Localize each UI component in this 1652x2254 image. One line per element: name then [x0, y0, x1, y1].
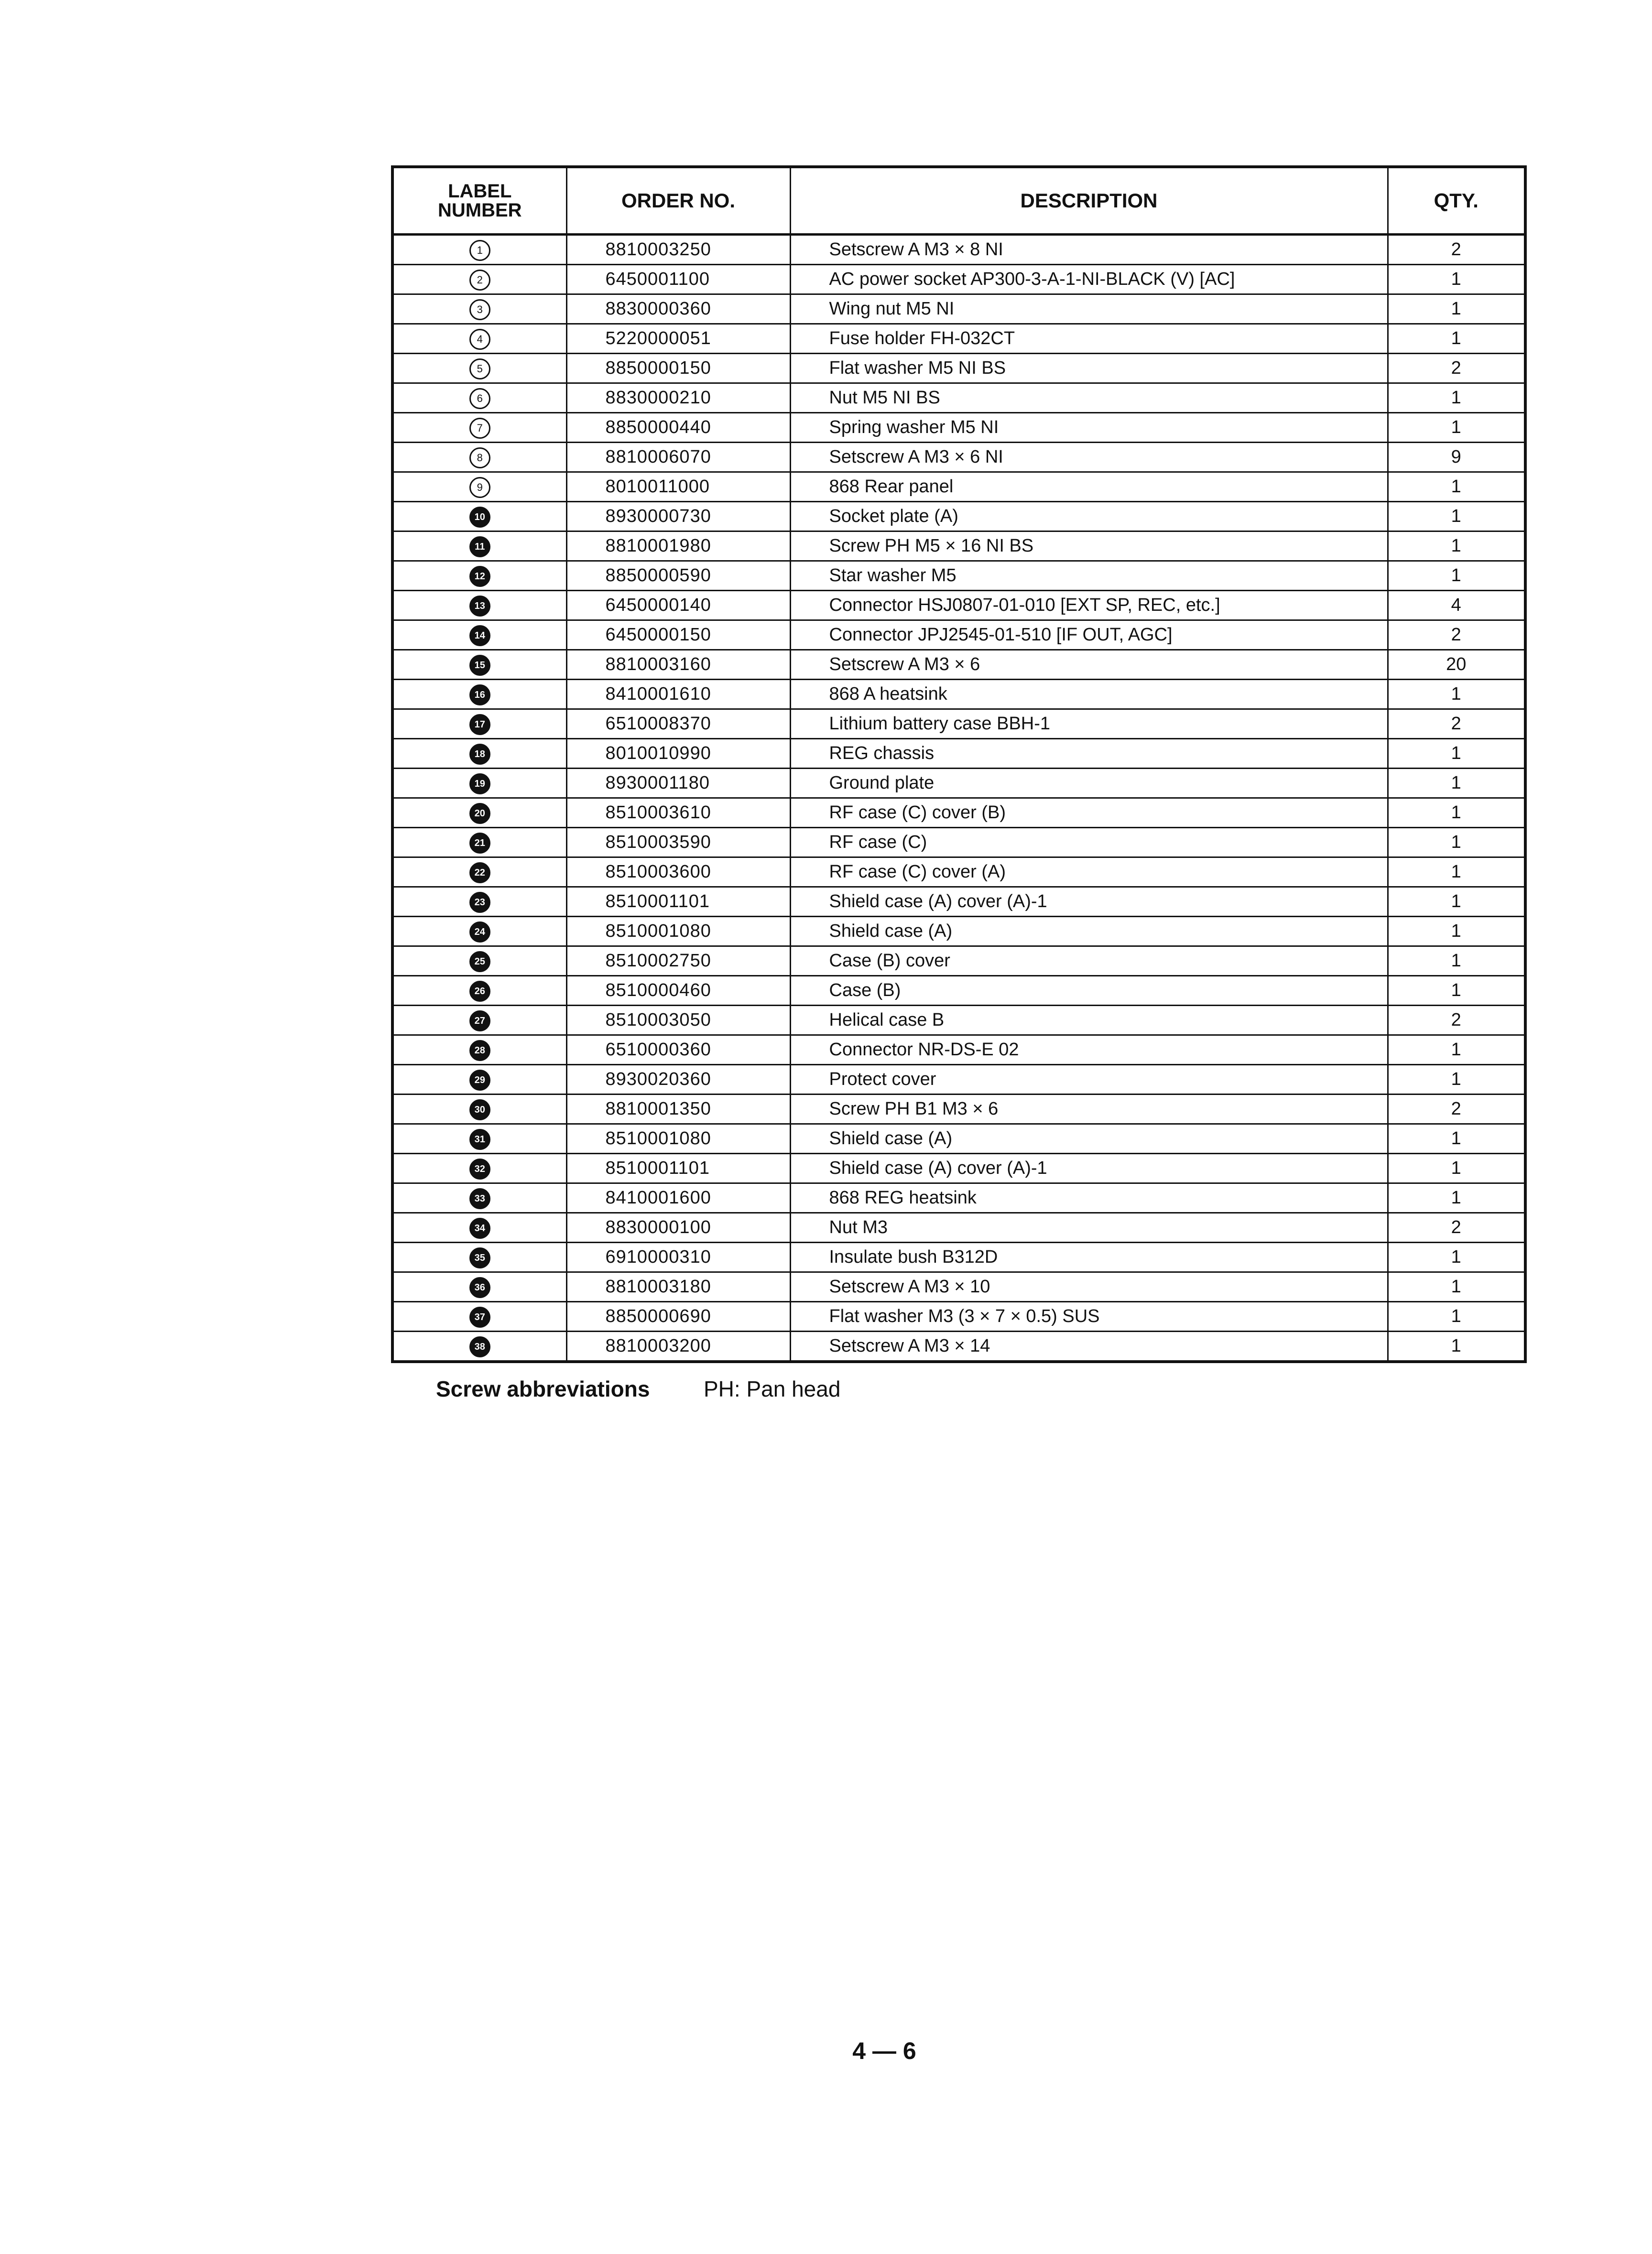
- description-cell: Setscrew A M3 × 10: [790, 1272, 1388, 1302]
- description-cell: 868 A heatsink: [790, 680, 1388, 709]
- table-row: [392, 1302, 1525, 1332]
- table-row: [392, 680, 1525, 709]
- table-row: [392, 324, 1525, 354]
- description-cell: Fuse holder FH-032CT: [790, 324, 1388, 354]
- label-number-cell: [392, 620, 566, 650]
- description-cell: RF case (C) cover (B): [790, 798, 1388, 828]
- label-number-cell: [392, 1094, 566, 1124]
- qty-cell: 2: [1388, 1213, 1525, 1243]
- table-row: [392, 235, 1525, 265]
- abbreviations-text: PH: Pan head: [704, 1376, 841, 1401]
- table-row: [392, 383, 1525, 413]
- qty-cell: 1: [1388, 887, 1525, 917]
- qty-cell: 1: [1388, 857, 1525, 887]
- table-body: [392, 235, 1525, 1362]
- table-row: [392, 1154, 1525, 1183]
- label-number-cell: [392, 917, 566, 946]
- order-number-cell: 8010010990: [566, 739, 790, 769]
- label-number-cell: [392, 769, 566, 798]
- order-number-cell: 6450000140: [566, 591, 790, 620]
- description-cell: Case (B) cover: [790, 946, 1388, 976]
- label-number-cell: [392, 294, 566, 324]
- description-cell: Shield case (A) cover (A)-1: [790, 887, 1388, 917]
- order-number-cell: 8850000150: [566, 354, 790, 383]
- qty-cell: 1: [1388, 769, 1525, 798]
- label-number-cell: [392, 472, 566, 502]
- table-row: [392, 265, 1525, 294]
- table-row: [392, 1243, 1525, 1272]
- qty-cell: 1: [1388, 294, 1525, 324]
- description-cell: Flat washer M3 (3 × 7 × 0.5) SUS: [790, 1302, 1388, 1332]
- circled-label-number: 6: [469, 388, 490, 409]
- description-cell: Helical case B: [790, 1006, 1388, 1035]
- order-number-cell: 6510008370: [566, 709, 790, 739]
- label-number-cell: [392, 1243, 566, 1272]
- description-cell: Connector NR-DS-E 02: [790, 1035, 1388, 1065]
- description-cell: Screw PH M5 × 16 NI BS: [790, 531, 1388, 561]
- circled-label-number: 10: [469, 507, 490, 528]
- label-number-cell: [392, 235, 566, 265]
- description-cell: Shield case (A) cover (A)-1: [790, 1154, 1388, 1183]
- order-number-cell: 5220000051: [566, 324, 790, 354]
- qty-cell: 1: [1388, 265, 1525, 294]
- circled-label-number: 27: [469, 1010, 490, 1031]
- label-number-cell: [392, 1154, 566, 1183]
- qty-cell: 1: [1388, 798, 1525, 828]
- table-row: [392, 828, 1525, 857]
- description-cell: Shield case (A): [790, 917, 1388, 946]
- order-number-cell: 8510002750: [566, 946, 790, 976]
- qty-cell: 1: [1388, 502, 1525, 531]
- order-number-cell: 8510001101: [566, 887, 790, 917]
- order-number-cell: 8850000690: [566, 1302, 790, 1332]
- circled-label-number: 2: [469, 270, 490, 291]
- table-header: [392, 167, 1525, 235]
- table-row: [392, 1065, 1525, 1094]
- header-label-line1: LABEL: [448, 181, 512, 202]
- table-row: [392, 413, 1525, 443]
- description-cell: Screw PH B1 M3 × 6: [790, 1094, 1388, 1124]
- order-number-cell: 8410001610: [566, 680, 790, 709]
- circled-label-number: 8: [469, 447, 490, 468]
- description-cell: Star washer M5: [790, 561, 1388, 591]
- qty-cell: 1: [1388, 1065, 1525, 1094]
- label-number-cell: [392, 1272, 566, 1302]
- circled-label-number: 25: [469, 951, 490, 972]
- description-cell: Insulate bush B312D: [790, 1243, 1388, 1272]
- description-cell: Ground plate: [790, 769, 1388, 798]
- table-row: [392, 1272, 1525, 1302]
- label-number-cell: [392, 265, 566, 294]
- description-cell: Flat washer M5 NI BS: [790, 354, 1388, 383]
- table-row: [392, 1183, 1525, 1213]
- order-number-cell: 8810003250: [566, 235, 790, 265]
- order-number-cell: 8410001600: [566, 1183, 790, 1213]
- circled-label-number: 32: [469, 1159, 490, 1180]
- circled-label-number: 23: [469, 892, 490, 913]
- description-cell: Nut M5 NI BS: [790, 383, 1388, 413]
- label-number-cell: [392, 561, 566, 591]
- label-number-cell: [392, 591, 566, 620]
- qty-cell: 1: [1388, 413, 1525, 443]
- qty-cell: 2: [1388, 354, 1525, 383]
- circled-label-number: 35: [469, 1247, 490, 1268]
- qty-cell: 1: [1388, 383, 1525, 413]
- label-number-cell: [392, 709, 566, 739]
- order-number-cell: 8930001180: [566, 769, 790, 798]
- label-number-cell: [392, 531, 566, 561]
- table-row: [392, 443, 1525, 472]
- table-row: [392, 561, 1525, 591]
- table-row: [392, 887, 1525, 917]
- label-number-cell: [392, 739, 566, 769]
- order-number-cell: 8810006070: [566, 443, 790, 472]
- table-row: [392, 709, 1525, 739]
- order-number-cell: 8810001350: [566, 1094, 790, 1124]
- qty-cell: 2: [1388, 235, 1525, 265]
- circled-label-number: 28: [469, 1040, 490, 1061]
- order-number-cell: 8810003200: [566, 1332, 790, 1362]
- circled-label-number: 26: [469, 981, 490, 1002]
- circled-label-number: 9: [469, 477, 490, 498]
- description-cell: Socket plate (A): [790, 502, 1388, 531]
- order-number-cell: 6450000150: [566, 620, 790, 650]
- order-number-cell: 8010011000: [566, 472, 790, 502]
- label-number-cell: [392, 1006, 566, 1035]
- description-cell: Lithium battery case BBH-1: [790, 709, 1388, 739]
- description-cell: Spring washer M5 NI: [790, 413, 1388, 443]
- table-row: [392, 472, 1525, 502]
- order-number-cell: 6450001100: [566, 265, 790, 294]
- label-number-cell: [392, 443, 566, 472]
- label-number-cell: [392, 1213, 566, 1243]
- table-row: [392, 769, 1525, 798]
- header-description: DESCRIPTION: [790, 167, 1388, 235]
- qty-cell: 2: [1388, 620, 1525, 650]
- circled-label-number: 29: [469, 1070, 490, 1091]
- order-number-cell: 8510003600: [566, 857, 790, 887]
- table-row: [392, 531, 1525, 561]
- description-cell: REG chassis: [790, 739, 1388, 769]
- circled-label-number: 3: [469, 299, 490, 320]
- table-row: [392, 739, 1525, 769]
- order-number-cell: 8510003590: [566, 828, 790, 857]
- circled-label-number: 36: [469, 1277, 490, 1298]
- order-number-cell: 8510001080: [566, 917, 790, 946]
- qty-cell: 1: [1388, 946, 1525, 976]
- description-cell: Protect cover: [790, 1065, 1388, 1094]
- qty-cell: 1: [1388, 324, 1525, 354]
- qty-cell: 2: [1388, 1006, 1525, 1035]
- label-number-cell: [392, 324, 566, 354]
- order-number-cell: 8510001101: [566, 1154, 790, 1183]
- label-number-cell: [392, 976, 566, 1006]
- circled-label-number: 14: [469, 625, 490, 646]
- circled-label-number: 21: [469, 833, 490, 854]
- circled-label-number: 13: [469, 596, 490, 617]
- label-number-cell: [392, 650, 566, 680]
- description-cell: 868 REG heatsink: [790, 1183, 1388, 1213]
- header-label-number: [392, 167, 566, 235]
- circled-label-number: 22: [469, 862, 490, 883]
- table-row: [392, 946, 1525, 976]
- description-cell: RF case (C): [790, 828, 1388, 857]
- table-row: [392, 798, 1525, 828]
- qty-cell: 1: [1388, 1035, 1525, 1065]
- description-cell: 868 Rear panel: [790, 472, 1388, 502]
- abbreviations-title: Screw abbreviations: [436, 1376, 650, 1401]
- qty-cell: 1: [1388, 917, 1525, 946]
- order-number-cell: 8510003610: [566, 798, 790, 828]
- qty-cell: 1: [1388, 1124, 1525, 1154]
- qty-cell: 1: [1388, 680, 1525, 709]
- header-order-no: ORDER NO.: [566, 167, 790, 235]
- label-number-cell: [392, 502, 566, 531]
- qty-cell: 1: [1388, 739, 1525, 769]
- screw-abbreviations: [436, 1376, 840, 1402]
- label-number-cell: [392, 857, 566, 887]
- circled-label-number: 17: [469, 714, 490, 735]
- table-row: [392, 976, 1525, 1006]
- circled-label-number: 20: [469, 803, 490, 824]
- circled-label-number: 11: [469, 536, 490, 557]
- parts-table: [391, 165, 1527, 1363]
- description-cell: RF case (C) cover (A): [790, 857, 1388, 887]
- order-number-cell: 8810003180: [566, 1272, 790, 1302]
- qty-cell: 2: [1388, 1094, 1525, 1124]
- description-cell: Wing nut M5 NI: [790, 294, 1388, 324]
- qty-cell: 1: [1388, 1272, 1525, 1302]
- order-number-cell: 8830000100: [566, 1213, 790, 1243]
- order-number-cell: 8810001980: [566, 531, 790, 561]
- table-row: [392, 1035, 1525, 1065]
- label-number-cell: [392, 946, 566, 976]
- label-number-cell: [392, 413, 566, 443]
- table-row: [392, 1124, 1525, 1154]
- qty-cell: 1: [1388, 1183, 1525, 1213]
- table-row: [392, 1094, 1525, 1124]
- order-number-cell: 8510001080: [566, 1124, 790, 1154]
- circled-label-number: 4: [469, 329, 490, 350]
- order-number-cell: 8510003050: [566, 1006, 790, 1035]
- circled-label-number: 31: [469, 1129, 490, 1150]
- table-row: [392, 620, 1525, 650]
- label-number-cell: [392, 383, 566, 413]
- table-row: [392, 1213, 1525, 1243]
- description-cell: Shield case (A): [790, 1124, 1388, 1154]
- order-number-cell: 8850000440: [566, 413, 790, 443]
- table-row: [392, 857, 1525, 887]
- circled-label-number: 34: [469, 1218, 490, 1239]
- qty-cell: 1: [1388, 1243, 1525, 1272]
- circled-label-number: 37: [469, 1307, 490, 1328]
- order-number-cell: 8810003160: [566, 650, 790, 680]
- order-number-cell: 8510000460: [566, 976, 790, 1006]
- label-number-cell: [392, 1302, 566, 1332]
- table-row: [392, 294, 1525, 324]
- circled-label-number: 5: [469, 358, 490, 379]
- qty-cell: 1: [1388, 1302, 1525, 1332]
- circled-label-number: 12: [469, 566, 490, 587]
- description-cell: Nut M3: [790, 1213, 1388, 1243]
- table-row: [392, 917, 1525, 946]
- description-cell: Connector JPJ2545-01-510 [IF OUT, AGC]: [790, 620, 1388, 650]
- circled-label-number: 30: [469, 1099, 490, 1120]
- order-number-cell: 8930020360: [566, 1065, 790, 1094]
- qty-cell: 20: [1388, 650, 1525, 680]
- label-number-cell: [392, 828, 566, 857]
- circled-label-number: 24: [469, 921, 490, 943]
- table-row: [392, 1332, 1525, 1362]
- header-qty: QTY.: [1388, 167, 1525, 235]
- table-row: [392, 1006, 1525, 1035]
- qty-cell: 1: [1388, 1154, 1525, 1183]
- circled-label-number: 15: [469, 655, 490, 676]
- header-row: [392, 167, 1525, 235]
- label-number-cell: [392, 798, 566, 828]
- qty-cell: 1: [1388, 828, 1525, 857]
- qty-cell: 4: [1388, 591, 1525, 620]
- description-cell: Setscrew A M3 × 8 NI: [790, 235, 1388, 265]
- table-row: [392, 502, 1525, 531]
- circled-label-number: 1: [469, 240, 490, 261]
- order-number-cell: 6910000310: [566, 1243, 790, 1272]
- circled-label-number: 7: [469, 418, 490, 439]
- circled-label-number: 38: [469, 1336, 490, 1357]
- header-label-line2: NUMBER: [437, 200, 522, 221]
- qty-cell: 2: [1388, 709, 1525, 739]
- qty-cell: 1: [1388, 531, 1525, 561]
- order-number-cell: 8850000590: [566, 561, 790, 591]
- circled-label-number: 19: [469, 773, 490, 794]
- circled-label-number: 33: [469, 1188, 490, 1209]
- label-number-cell: [392, 1124, 566, 1154]
- qty-cell: 1: [1388, 976, 1525, 1006]
- label-number-cell: [392, 1065, 566, 1094]
- order-number-cell: 6510000360: [566, 1035, 790, 1065]
- order-number-cell: 8830000360: [566, 294, 790, 324]
- page-number: 4 — 6: [852, 2037, 916, 2064]
- description-cell: Setscrew A M3 × 14: [790, 1332, 1388, 1362]
- description-cell: Setscrew A M3 × 6: [790, 650, 1388, 680]
- circled-label-number: 16: [469, 684, 490, 705]
- qty-cell: 1: [1388, 561, 1525, 591]
- label-number-cell: [392, 1183, 566, 1213]
- description-cell: Connector HSJ0807-01-010 [EXT SP, REC, etc.]: [790, 591, 1388, 620]
- label-number-cell: [392, 354, 566, 383]
- qty-cell: 9: [1388, 443, 1525, 472]
- order-number-cell: 8830000210: [566, 383, 790, 413]
- description-cell: AC power socket AP300-3-A-1-NI-BLACK (V) [AC]: [790, 265, 1388, 294]
- table-row: [392, 354, 1525, 383]
- description-cell: Setscrew A M3 × 6 NI: [790, 443, 1388, 472]
- label-number-cell: [392, 1035, 566, 1065]
- description-cell: Case (B): [790, 976, 1388, 1006]
- order-number-cell: 8930000730: [566, 502, 790, 531]
- label-number-cell: [392, 1332, 566, 1362]
- circled-label-number: 18: [469, 744, 490, 765]
- qty-cell: 1: [1388, 1332, 1525, 1362]
- table-row: [392, 650, 1525, 680]
- table-row: [392, 591, 1525, 620]
- label-number-cell: [392, 680, 566, 709]
- qty-cell: 1: [1388, 472, 1525, 502]
- label-number-cell: [392, 887, 566, 917]
